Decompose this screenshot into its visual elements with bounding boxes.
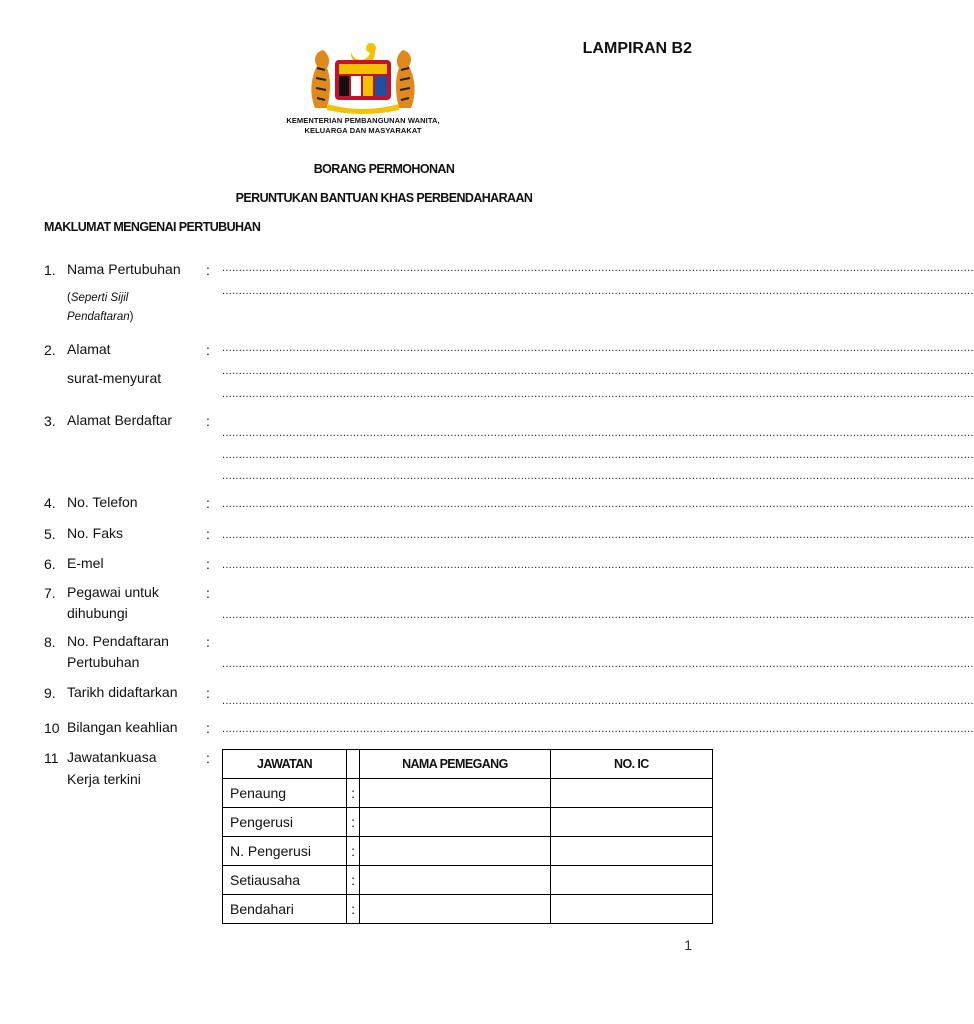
fill-line-telefon[interactable]: ................................................................................................................................................................................................................................	[222, 498, 974, 510]
name-holder-cell[interactable]	[360, 866, 551, 895]
lampiran-label: LAMPIRAN B2	[582, 40, 692, 57]
ic-number-cell[interactable]	[550, 895, 712, 924]
committee-table	[222, 749, 713, 924]
separator-cell: :	[347, 808, 360, 837]
ministry-line-2: KELUARGA DAN MASYARAKAT	[304, 126, 422, 135]
ic-number-cell[interactable]	[550, 866, 712, 895]
field-label-emel: E-mel	[67, 555, 104, 571]
field-colon: :	[206, 495, 210, 511]
field-label-jawatankuasa-line2: Kerja terkini	[67, 771, 141, 787]
table-header-row	[223, 750, 713, 779]
ic-number-cell[interactable]	[550, 837, 712, 866]
separator-cell: :	[347, 837, 360, 866]
field-number: 10	[44, 720, 60, 736]
form-title: BORANG PERMOHONAN	[313, 162, 455, 176]
fill-line-nama-2[interactable]: ................................................................................................................................................................................................................................	[222, 285, 974, 297]
coat-of-arms-logo	[287, 38, 439, 114]
ministry-line-1: KEMENTERIAN PEMBANGUNAN WANITA,	[286, 116, 440, 125]
field-colon: :	[206, 526, 210, 542]
fill-line-alamat-3[interactable]: ................................................................................................................................................................................................................................	[222, 388, 974, 400]
field-colon: :	[206, 585, 210, 601]
field-label-pegawai: Pegawai untuk	[67, 584, 159, 600]
name-holder-cell[interactable]	[360, 779, 551, 808]
fill-line-emel[interactable]: ................................................................................................................................................................................................................................	[222, 559, 974, 571]
fill-line-faks[interactable]: ................................................................................................................................................................................................................................	[222, 529, 974, 541]
fill-line-berdaftar-1[interactable]: ................................................................................................................................................................................................................................	[222, 427, 974, 439]
field-colon: :	[206, 720, 210, 736]
fill-line-alamat-2[interactable]: ................................................................................................................................................................................................................................	[222, 365, 974, 377]
field-label-tarikh: Tarikh didaftarkan	[67, 684, 178, 700]
field-number: 3.	[44, 413, 56, 429]
page-number: 1	[684, 937, 692, 953]
field-colon: :	[206, 262, 210, 278]
table-row	[223, 779, 713, 808]
column-header-nama-pemegang: NAMA PEMEGANG	[360, 750, 551, 779]
fill-line-nama-1[interactable]: ................................................................................................................................................................................................................................	[222, 262, 974, 274]
field-number: 5.	[44, 526, 56, 542]
section-heading: MAKLUMAT MENGENAI PERTUBUHAN	[44, 220, 261, 234]
field-label-alamat-berdaftar: Alamat Berdaftar	[67, 412, 173, 428]
field-label-nama-pertubuhan: Nama Pertubuhan	[67, 261, 181, 277]
name-holder-cell[interactable]	[360, 837, 551, 866]
position-cell: Pengerusi	[223, 808, 347, 837]
table-row	[223, 837, 713, 866]
ic-number-cell[interactable]	[550, 779, 712, 808]
fill-line-no-pendaftaran[interactable]: ................................................................................................................................................................................................................................	[222, 658, 974, 670]
ministry-name	[250, 116, 476, 136]
fill-line-alamat-1[interactable]: ................................................................................................................................................................................................................................	[222, 342, 974, 354]
field-colon: :	[206, 413, 210, 429]
field-number: 7.	[44, 585, 56, 601]
field-label-pegawai-line2: dihubungi	[67, 605, 128, 621]
field-label-no-pendaftaran: No. Pendaftaran	[67, 633, 169, 649]
field-colon: :	[206, 556, 210, 572]
separator-cell: :	[347, 779, 360, 808]
column-header-no-ic: NO. IC	[550, 750, 712, 779]
note-italic-text: Seperti Sijil Pendaftaran	[67, 292, 130, 323]
column-header-jawatan: JAWATAN	[223, 750, 347, 779]
field-label-faks: No. Faks	[67, 525, 124, 541]
separator-cell: :	[347, 866, 360, 895]
position-cell: N. Pengerusi	[223, 837, 347, 866]
note-close-paren: )	[129, 311, 134, 323]
position-cell: Setiausaha	[223, 866, 347, 895]
ic-number-cell[interactable]	[550, 808, 712, 837]
field-number: 8.	[44, 634, 56, 650]
note-open-paren: (	[67, 292, 71, 304]
table-row	[223, 808, 713, 837]
field-colon: :	[206, 685, 210, 701]
fill-line-berdaftar-2[interactable]: ................................................................................................................................................................................................................................	[222, 449, 974, 461]
field-label-alamat: Alamat	[67, 341, 111, 357]
field-label-telefon: No. Telefon	[67, 494, 138, 510]
field-note	[67, 289, 177, 327]
fill-line-pegawai[interactable]: ................................................................................................................................................................................................................................	[222, 609, 974, 621]
field-number: 6.	[44, 556, 56, 572]
separator-cell: :	[347, 895, 360, 924]
field-label-alamat-line2: surat-menyurat	[67, 370, 162, 386]
position-cell: Bendahari	[223, 895, 347, 924]
field-number: 2.	[44, 342, 56, 358]
fill-line-bilangan[interactable]: ................................................................................................................................................................................................................................	[222, 723, 974, 735]
field-number: 4.	[44, 495, 56, 511]
name-holder-cell[interactable]	[360, 895, 551, 924]
field-label-bilangan: Bilangan keahlian	[67, 719, 178, 735]
field-label-jawatankuasa: Jawatankuasa	[67, 749, 157, 765]
fill-line-berdaftar-3[interactable]: ................................................................................................................................................................................................................................	[222, 470, 974, 482]
table-row	[223, 895, 713, 924]
column-header-separator	[347, 750, 360, 779]
field-number: 1.	[44, 262, 56, 278]
name-holder-cell[interactable]	[360, 808, 551, 837]
field-number: 9.	[44, 685, 56, 701]
table-row	[223, 866, 713, 895]
field-number: 11	[44, 750, 59, 766]
field-colon: :	[206, 750, 210, 766]
field-label-no-pendaftaran-line2: Pertubuhan	[67, 654, 140, 670]
field-colon: :	[206, 634, 210, 650]
position-cell: Penaung	[223, 779, 347, 808]
form-subtitle: PERUNTUKAN BANTUAN KHAS PERBENDAHARAAN	[235, 191, 533, 205]
field-colon: :	[206, 342, 210, 358]
fill-line-tarikh[interactable]: ................................................................................................................................................................................................................................	[222, 695, 974, 707]
